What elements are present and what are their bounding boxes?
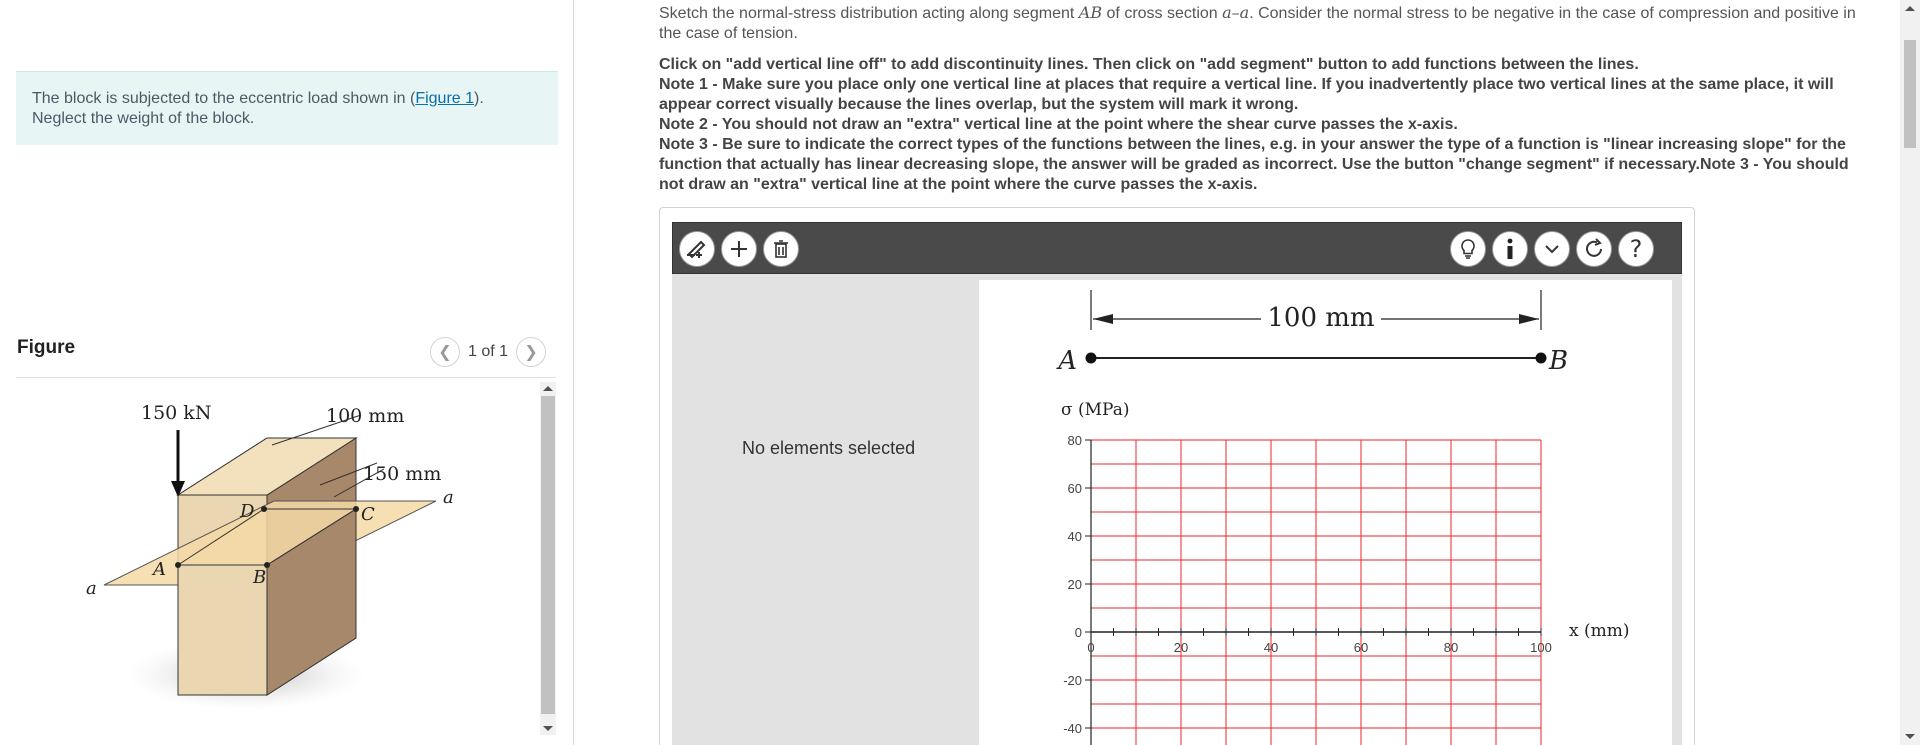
- answer-pane: [575, 0, 1900, 745]
- figure-title: Figure: [17, 337, 76, 358]
- tool-workspace: [672, 274, 1682, 745]
- question-part: Sketch the normal-stress distribution acting along segment: [659, 5, 1079, 22]
- figure-pager: [430, 337, 546, 367]
- chart-grid: [1091, 440, 1541, 745]
- page-scrollbar[interactable]: [1900, 0, 1920, 745]
- x-tick-label: 40: [1263, 640, 1279, 655]
- label-C: C: [361, 504, 375, 525]
- label-load: 150 kN: [141, 402, 212, 424]
- instruction-line: Note 1 - Make sure you place only one vertical line at places that require a vertical line. If you inadvertently place two vertical lines at the same place, it will appear correct visually because the lines overlap, but the system will mark it wrong.: [659, 76, 1834, 113]
- beam-end-label: B: [1549, 346, 1569, 376]
- hint-icon[interactable]: [1450, 231, 1486, 267]
- label-width: 100 mm: [326, 405, 405, 427]
- instruction-line: Note 3 - Be sure to indicate the correct types of the functions between the lines, e.g. in your answer the type of a function is "linear increasing slope" for the function that actually has linear decreasing slope, the answer will be graded as incorrect. Use the button "change segment" if necessary.Note 3 - You should not draw an "extra" vertical line at the point where the curve passes the x-axis.: [659, 136, 1849, 193]
- x-tick-label: 20: [1173, 640, 1189, 655]
- label-B: B: [253, 567, 267, 588]
- label-D: D: [240, 501, 255, 522]
- stress-chart[interactable]: [979, 280, 1672, 745]
- delete-icon[interactable]: [763, 231, 799, 267]
- point-D: [261, 506, 267, 512]
- segment-label: AB: [1078, 3, 1103, 22]
- problem-intro: [16, 71, 558, 145]
- label-a-left: a: [86, 578, 97, 599]
- info-icon[interactable]: [1492, 231, 1528, 267]
- figure-link[interactable]: Figure 1: [415, 90, 475, 107]
- x-tick-label: 80: [1443, 640, 1459, 655]
- add-segment-icon[interactable]: [721, 231, 757, 267]
- chevron-right-icon[interactable]: ❯: [516, 337, 546, 367]
- beam-length-label: 100 mm: [1267, 303, 1375, 333]
- intro-text: The block is subjected to the eccentric load shown in (: [32, 90, 416, 107]
- x-axis-label: x (mm): [1569, 621, 1630, 641]
- scroll-thumb[interactable]: [541, 396, 555, 714]
- tool-toolbar: [672, 222, 1682, 274]
- divider: [16, 377, 556, 378]
- scroll-down-icon[interactable]: [543, 726, 553, 731]
- page-indicator: 1 of 1: [468, 343, 509, 360]
- beam-start-label: A: [1058, 346, 1077, 376]
- question-part: of cross section: [1102, 5, 1223, 22]
- intro-text-end: ). Neglect the weight of the block.: [32, 90, 484, 127]
- x-tick-label: 100: [1530, 640, 1552, 655]
- x-tick-label: 60: [1353, 640, 1369, 655]
- section-label: a–a: [1222, 3, 1250, 22]
- block-figure: [16, 385, 536, 735]
- selection-status: No elements selected: [742, 438, 916, 458]
- y-tick-label: 0: [1074, 625, 1082, 640]
- instructions: [659, 55, 1869, 195]
- y-tick-label: 80: [1067, 433, 1082, 448]
- scroll-up-icon[interactable]: [1905, 6, 1915, 11]
- y-tick-label: 40: [1067, 529, 1082, 544]
- add-vertical-line-icon[interactable]: [679, 231, 715, 267]
- y-tick-label: -20: [1063, 673, 1082, 688]
- question-part: . Consider the normal stress to be negative in the case of compression and positive in the case of tension.: [659, 5, 1856, 42]
- label-A: A: [153, 559, 166, 580]
- label-a-right: a: [443, 487, 454, 508]
- point-C: [353, 506, 359, 512]
- chevron-down-icon[interactable]: [1534, 231, 1570, 267]
- scroll-down-icon[interactable]: [1905, 734, 1915, 739]
- scroll-thumb[interactable]: [1904, 40, 1916, 148]
- point-A-marker: [1086, 353, 1097, 364]
- point-B-marker: [1536, 353, 1547, 364]
- graph-panel[interactable]: [979, 280, 1672, 745]
- instruction-line: Note 2 - You should not draw an "extra" vertical line at the point where the shear curve passes the x-axis.: [659, 116, 1458, 133]
- dim-arrow-left: [1093, 314, 1113, 324]
- reset-icon[interactable]: [1576, 231, 1612, 267]
- scroll-up-icon[interactable]: [543, 386, 553, 391]
- dim-arrow-right: [1519, 314, 1539, 324]
- graphing-tool: [659, 207, 1695, 745]
- y-tick-label: -40: [1063, 721, 1082, 736]
- figure-scrollbar[interactable]: [540, 382, 556, 735]
- y-tick-label: 60: [1067, 481, 1082, 496]
- help-icon[interactable]: ?: [1618, 231, 1654, 267]
- x-tick-label: 0: [1087, 640, 1095, 655]
- y-axis-label: σ (MPa): [1061, 400, 1130, 420]
- label-depth: 150 mm: [363, 463, 442, 485]
- y-tick-label: 20: [1067, 577, 1082, 592]
- point-A: [175, 562, 181, 568]
- instruction-line: Click on "add vertical line off" to add discontinuity lines. Then click on "add segment" button to add functions between the lines.: [659, 56, 1639, 73]
- chevron-left-icon[interactable]: ❮: [430, 337, 460, 367]
- question-text: [659, 3, 1859, 44]
- problem-pane: [0, 0, 574, 745]
